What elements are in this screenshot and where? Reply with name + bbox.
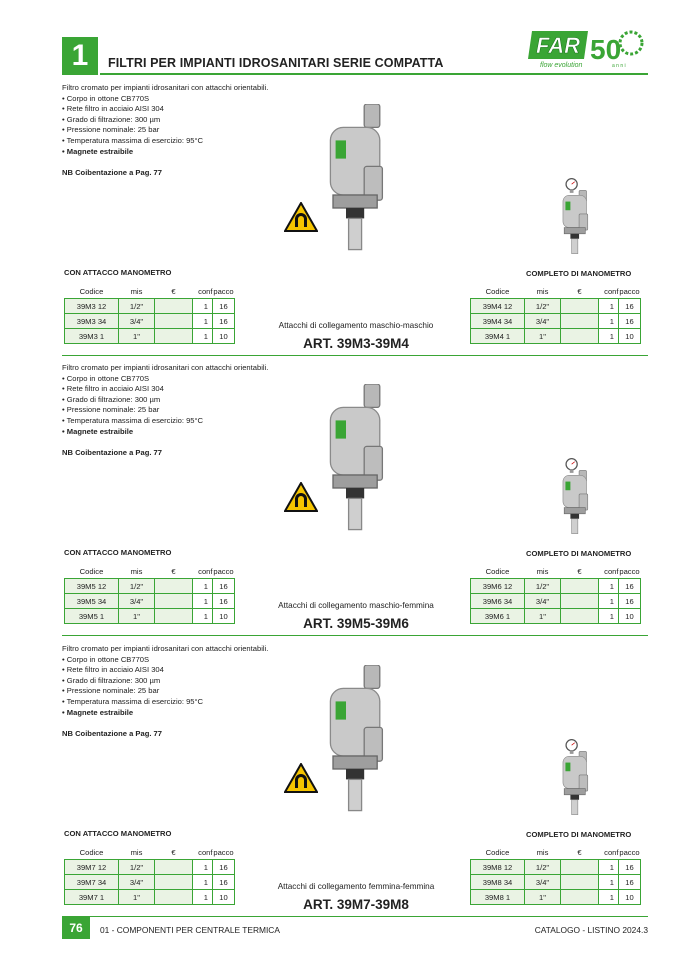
cell-pacco: 16 [213, 314, 235, 329]
right-price-table [470, 564, 641, 624]
table-row [65, 890, 235, 905]
spec-item-bold: • Magnete estraibile [62, 708, 362, 719]
spec-item: • Corpo in ottone CB770S [62, 655, 362, 666]
section-divider [62, 916, 648, 917]
cell-price [155, 314, 193, 329]
cell-conf: 1 [193, 329, 213, 344]
cell-conf: 1 [599, 890, 619, 905]
cell-pacco: 10 [213, 609, 235, 624]
cell-codice: 39M8 12 [471, 860, 525, 875]
price-table [470, 845, 641, 905]
table-row [65, 594, 235, 609]
spec-item: • Pressione nominale: 25 bar [62, 405, 362, 416]
col-conf: conf [198, 566, 213, 576]
cell-price [155, 299, 193, 314]
cell-price [155, 329, 193, 344]
cell-codice: 39M7 12 [65, 860, 119, 875]
filter-gauge-product-image [558, 739, 591, 825]
price-table [64, 845, 235, 905]
spec-item: • Pressione nominale: 25 bar [62, 686, 362, 697]
cell-conf: 1 [193, 860, 213, 875]
page-title: FILTRI PER IMPIANTI IDROSANITARI SERIE COMPATTA [108, 56, 444, 70]
cell-pacco: 16 [213, 594, 235, 609]
description-intro: Filtro cromato per impianti idrosanitari con attacchi orientabili. [62, 363, 269, 372]
cell-pacco: 16 [619, 314, 641, 329]
footer-section: 01 - COMPONENTI PER CENTRALE TERMICA [100, 925, 280, 935]
col-price: € [577, 566, 582, 576]
cell-conf: 1 [193, 875, 213, 890]
table-row [65, 314, 235, 329]
filter-product-image [320, 104, 390, 278]
cell-pacco: 10 [213, 329, 235, 344]
logo-number: 50 [590, 34, 622, 65]
col-price: € [171, 566, 176, 576]
table-row [471, 314, 641, 329]
col-conf: conf [198, 286, 213, 296]
spec-item: • Grado di filtrazione: 300 µm [62, 676, 362, 687]
cell-conf: 1 [599, 875, 619, 890]
spec-item: • Rete filtro in acciaio AISI 304 [62, 384, 362, 395]
table-row [471, 329, 641, 344]
section-divider [62, 635, 648, 636]
cell-mis: 1/2" [119, 579, 155, 594]
spec-item: • Temperatura massima di esercizio: 95°C [62, 416, 362, 427]
table-row [65, 329, 235, 344]
spec-item: • Pressione nominale: 25 bar [62, 125, 362, 136]
cell-mis: 1" [525, 609, 561, 624]
cell-conf: 1 [599, 609, 619, 624]
cell-mis: 1/2" [119, 299, 155, 314]
spec-list [62, 374, 362, 438]
cell-codice: 39M3 34 [65, 314, 119, 329]
cell-codice: 39M4 12 [471, 299, 525, 314]
col-pacco: pacco [619, 566, 640, 576]
cell-mis: 1" [525, 329, 561, 344]
product-description [62, 363, 362, 437]
article-code: ART. 39M7-39M8 [303, 897, 409, 912]
filter-product-image [320, 665, 390, 839]
article-code: ART. 39M3-39M4 [303, 336, 409, 351]
cell-price [155, 875, 193, 890]
left-price-table [64, 564, 235, 624]
chapter-number: 1 [62, 37, 98, 75]
col-pacco: pacco [619, 847, 640, 857]
cell-pacco: 16 [213, 579, 235, 594]
logo-tagline: flow evolution [540, 62, 583, 69]
filter-gauge-product-image [558, 178, 591, 264]
cell-mis: 3/4" [525, 875, 561, 890]
spec-item-bold: • Magnete estraibile [62, 427, 362, 438]
cell-conf: 1 [599, 860, 619, 875]
table-row [65, 579, 235, 594]
cell-mis: 3/4" [119, 594, 155, 609]
right-table-title: COMPLETO DI MANOMETRO [526, 549, 632, 558]
cell-mis: 3/4" [525, 594, 561, 609]
product-description [62, 83, 362, 157]
col-price: € [577, 286, 582, 296]
cell-pacco: 16 [619, 860, 641, 875]
cell-price [561, 299, 599, 314]
cell-conf: 1 [193, 609, 213, 624]
cell-codice: 39M3 12 [65, 299, 119, 314]
cell-pacco: 16 [619, 579, 641, 594]
table-row [471, 609, 641, 624]
cell-conf: 1 [193, 594, 213, 609]
table-row [65, 860, 235, 875]
right-table-title: COMPLETO DI MANOMETRO [526, 830, 632, 839]
cell-codice: 39M5 34 [65, 594, 119, 609]
cell-pacco: 10 [619, 329, 641, 344]
cell-mis: 3/4" [525, 314, 561, 329]
cell-codice: 39M4 34 [471, 314, 525, 329]
cell-conf: 1 [193, 314, 213, 329]
col-price: € [171, 847, 176, 857]
spec-item: • Corpo in ottone CB770S [62, 374, 362, 385]
table-row [65, 875, 235, 890]
cell-mis: 1/2" [525, 299, 561, 314]
logo-anni: a n n i [612, 63, 626, 69]
cell-mis: 1" [119, 609, 155, 624]
cell-price [561, 314, 599, 329]
cell-codice: 39M5 1 [65, 609, 119, 624]
cell-price [561, 594, 599, 609]
col-conf: conf [604, 286, 619, 296]
cell-price [561, 609, 599, 624]
col-mis: mis [536, 566, 549, 576]
cell-mis: 1" [525, 890, 561, 905]
cell-mis: 1" [119, 329, 155, 344]
table-row [471, 860, 641, 875]
footer-catalog: CATALOGO - LISTINO 2024.3 [534, 925, 648, 935]
cell-conf: 1 [599, 329, 619, 344]
cell-conf: 1 [193, 890, 213, 905]
cell-pacco: 16 [213, 299, 235, 314]
cell-mis: 1" [119, 890, 155, 905]
cell-codice: 39M7 34 [65, 875, 119, 890]
spec-item: • Corpo in ottone CB770S [62, 94, 362, 105]
cell-mis: 1/2" [525, 579, 561, 594]
cell-pacco: 16 [213, 875, 235, 890]
spec-item: • Grado di filtrazione: 300 µm [62, 115, 362, 126]
right-price-table [470, 845, 641, 905]
connection-type: Attacchi di collegamento maschio-femmina [278, 601, 434, 610]
table-row [471, 594, 641, 609]
left-table-title: CON ATTACCO MANOMETRO [64, 829, 172, 838]
cell-codice: 39M3 1 [65, 329, 119, 344]
cell-codice: 39M8 34 [471, 875, 525, 890]
article-code: ART. 39M5-39M6 [303, 616, 409, 631]
connection-type: Attacchi di collegamento maschio-maschio [278, 321, 434, 330]
page-number: 76 [62, 917, 90, 939]
insulation-note: NB Coibentazione a Pag. 77 [62, 729, 163, 738]
col-mis: mis [130, 566, 143, 576]
table-row [65, 609, 235, 624]
cell-codice: 39M6 12 [471, 579, 525, 594]
cell-codice: 39M4 1 [471, 329, 525, 344]
cell-price [155, 890, 193, 905]
col-codice: Codice [79, 286, 104, 296]
cell-price [561, 860, 599, 875]
spec-item: • Temperatura massima di esercizio: 95°C [62, 136, 362, 147]
cell-price [561, 875, 599, 890]
cell-codice: 39M8 1 [471, 890, 525, 905]
col-pacco: pacco [213, 847, 234, 857]
col-conf: conf [198, 847, 213, 857]
col-mis: mis [130, 847, 143, 857]
insulation-note: NB Coibentazione a Pag. 77 [62, 448, 163, 457]
left-table-title: CON ATTACCO MANOMETRO [64, 548, 172, 557]
logo-brand: FAR [536, 33, 580, 58]
cell-codice: 39M6 34 [471, 594, 525, 609]
table-row [65, 299, 235, 314]
cell-pacco: 16 [213, 860, 235, 875]
col-mis: mis [536, 286, 549, 296]
filter-gauge-product-image [558, 458, 591, 544]
table-row [471, 875, 641, 890]
cell-price [561, 890, 599, 905]
spec-item: • Rete filtro in acciaio AISI 304 [62, 104, 362, 115]
right-price-table [470, 284, 641, 344]
table-row [471, 579, 641, 594]
cell-price [561, 329, 599, 344]
col-pacco: pacco [619, 286, 640, 296]
magnet-warning-icon [284, 482, 318, 517]
spec-list [62, 655, 362, 719]
cell-mis: 1/2" [525, 860, 561, 875]
spec-item: • Rete filtro in acciaio AISI 304 [62, 665, 362, 676]
spec-item: • Grado di filtrazione: 300 µm [62, 395, 362, 406]
cell-price [155, 609, 193, 624]
price-table [64, 284, 235, 344]
insulation-note: NB Coibentazione a Pag. 77 [62, 168, 163, 177]
cell-codice: 39M6 1 [471, 609, 525, 624]
cell-codice: 39M5 12 [65, 579, 119, 594]
cell-price [561, 579, 599, 594]
cell-codice: 39M7 1 [65, 890, 119, 905]
price-table [470, 284, 641, 344]
cell-pacco: 16 [619, 594, 641, 609]
col-pacco: pacco [213, 286, 234, 296]
cell-pacco: 16 [619, 299, 641, 314]
far-logo [528, 25, 648, 71]
table-row [471, 299, 641, 314]
spec-list [62, 94, 362, 158]
col-codice: Codice [79, 566, 104, 576]
right-table-title: COMPLETO DI MANOMETRO [526, 269, 632, 278]
col-pacco: pacco [213, 566, 234, 576]
cell-conf: 1 [599, 594, 619, 609]
product-description [62, 644, 362, 718]
description-intro: Filtro cromato per impianti idrosanitari con attacchi orientabili. [62, 644, 269, 653]
cell-pacco: 10 [213, 890, 235, 905]
col-codice: Codice [485, 847, 510, 857]
connection-type: Attacchi di collegamento femmina-femmina [277, 882, 435, 891]
cell-price [155, 594, 193, 609]
price-table [470, 564, 641, 624]
cell-conf: 1 [193, 579, 213, 594]
filter-product-image [320, 384, 390, 558]
price-table [64, 564, 235, 624]
col-mis: mis [130, 286, 143, 296]
cell-conf: 1 [599, 314, 619, 329]
col-mis: mis [536, 847, 549, 857]
left-price-table [64, 845, 235, 905]
spec-item: • Temperatura massima di esercizio: 95°C [62, 697, 362, 708]
col-price: € [171, 286, 176, 296]
spec-item-bold: • Magnete estraibile [62, 147, 362, 158]
cell-conf: 1 [599, 579, 619, 594]
left-price-table [64, 284, 235, 344]
left-table-title: CON ATTACCO MANOMETRO [64, 268, 172, 277]
col-conf: conf [604, 566, 619, 576]
col-codice: Codice [79, 847, 104, 857]
cell-conf: 1 [599, 299, 619, 314]
col-price: € [577, 847, 582, 857]
cell-price [155, 860, 193, 875]
cell-conf: 1 [193, 299, 213, 314]
cell-mis: 3/4" [119, 314, 155, 329]
section-divider [62, 355, 648, 356]
table-row [471, 890, 641, 905]
magnet-warning-icon [284, 202, 318, 237]
cell-price [155, 579, 193, 594]
cell-mis: 1/2" [119, 860, 155, 875]
cell-pacco: 16 [619, 875, 641, 890]
magnet-warning-icon [284, 763, 318, 798]
col-conf: conf [604, 847, 619, 857]
title-divider [100, 73, 648, 75]
description-intro: Filtro cromato per impianti idrosanitari con attacchi orientabili. [62, 83, 269, 92]
col-codice: Codice [485, 286, 510, 296]
cell-mis: 3/4" [119, 875, 155, 890]
cell-pacco: 10 [619, 609, 641, 624]
cell-pacco: 10 [619, 890, 641, 905]
col-codice: Codice [485, 566, 510, 576]
